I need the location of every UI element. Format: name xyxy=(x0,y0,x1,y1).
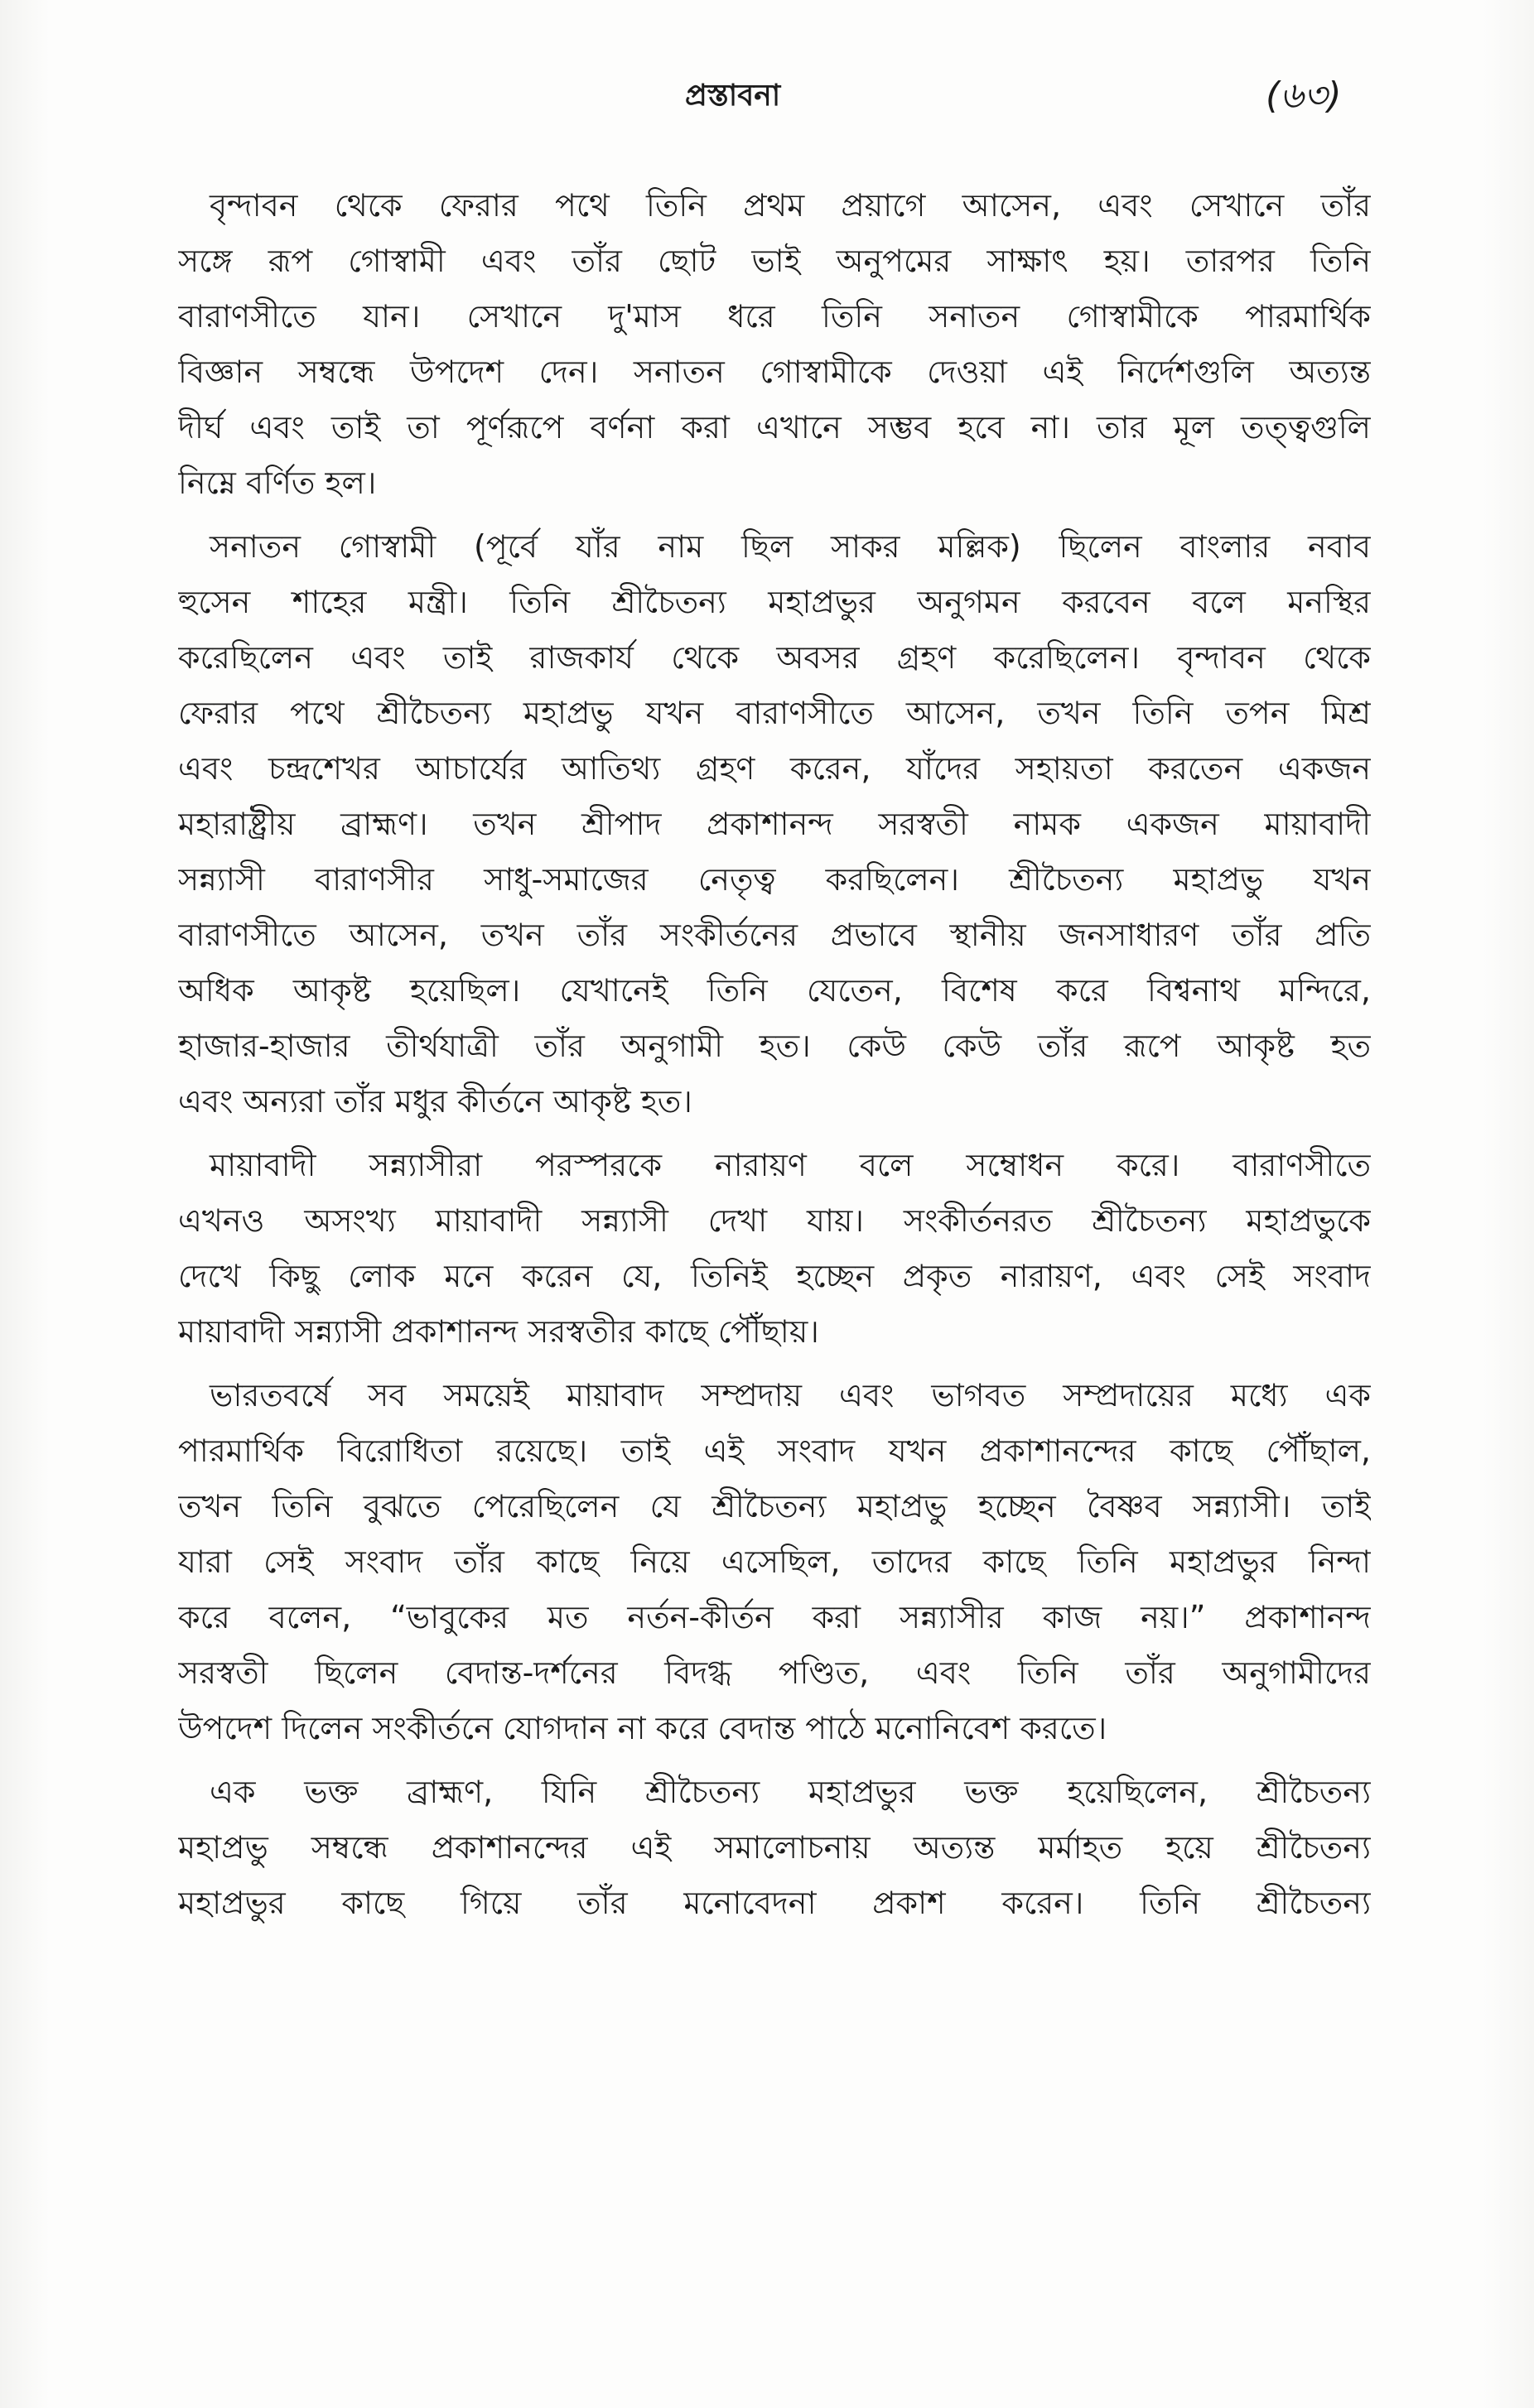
paragraph-4 xyxy=(178,1368,1371,1756)
text-line: বৃন্দাবন থেকে ফেরার পথে তিনি প্রথম প্রয়াগে আসেন, এবং সেখানে তাঁর xyxy=(210,187,1371,224)
text-line: অধিক আকৃষ্ট হয়েছিল। যেখানেই তিনি যেতেন, বিশেষ করে বিশ্বনাথ মন্দিরে, xyxy=(178,972,1371,1009)
text-line: সন্ন্যাসী বারাণসীর সাধু-সমাজের নেতৃত্ব করছিলেন। শ্রীচৈতন্য মহাপ্রভু যখন xyxy=(178,861,1371,898)
text-line: দীর্ঘ এবং তাই তা পূর্ণরূপে বর্ণনা করা এখানে সম্ভব হবে না। তার মূল তত্ত্বগুলি xyxy=(178,409,1371,445)
paragraph-1 xyxy=(178,178,1371,511)
text-line: সনাতন গোস্বামী (পূর্বে যাঁর নাম ছিল সাকর মল্লিক) ছিলেন বাংলার নবাব xyxy=(210,528,1371,565)
text-line: উপদেশ দিলেন সংকীর্তনে যোগদান না করে বেদান্ত পাঠে মনোনিবেশ করতে। xyxy=(178,1710,1107,1746)
text-line: যারা সেই সংবাদ তাঁর কাছে নিয়ে এসেছিল, তাদের কাছে তিনি মহাপ্রভুর নিন্দা xyxy=(178,1544,1371,1580)
text-line: এবং অন্যরা তাঁর মধুর কীর্তনে আকৃষ্ট হত। xyxy=(178,1083,692,1120)
text-line: মহারাষ্ট্রীয় ব্রাহ্মণ। তখন শ্রীপাদ প্রকাশানন্দ সরস্বতী নামক একজন মায়াবাদী xyxy=(178,806,1371,842)
text-line: এক ভক্ত ব্রাহ্মণ, যিনি শ্রীচৈতন্য মহাপ্রভুর ভক্ত হয়েছিলেন, শ্রীচৈতন্য xyxy=(210,1774,1371,1810)
paragraph-3 xyxy=(178,1138,1371,1360)
text-line: করেছিলেন এবং তাই রাজকার্য থেকে অবসর গ্রহণ করেছিলেন। বৃন্দাবন থেকে xyxy=(178,639,1371,676)
text-line: বিজ্ঞান সম্বন্ধে উপদেশ দেন। সনাতন গোস্বামীকে দেওয়া এই নির্দেশগুলি অত্যন্ত xyxy=(178,354,1371,390)
text-line: হুসেন শাহের মন্ত্রী। তিনি শ্রীচৈতন্য মহাপ্রভুর অনুগমন করবেন বলে মনস্থির xyxy=(178,584,1371,620)
text-line: মায়াবাদী সন্ন্যাসীরা পরস্পরকে নারায়ণ বলে সম্বোধন করে। বারাণসীতে xyxy=(210,1147,1371,1183)
text-line: দেখে কিছু লোক মনে করেন যে, তিনিই হচ্ছেন প্রকৃত নারায়ণ, এবং সেই সংবাদ xyxy=(178,1258,1371,1294)
body-text xyxy=(178,178,1371,1939)
text-line: ফেরার পথে শ্রীচৈতন্য মহাপ্রভু যখন বারাণসীতে আসেন, তখন তিনি তপন মিশ্র xyxy=(178,695,1371,731)
text-line: মহাপ্রভুর কাছে গিয়ে তাঁর মনোবেদনা প্রকাশ করেন। তিনি শ্রীচৈতন্য xyxy=(178,1885,1371,1921)
text-line: নিম্নে বর্ণিত হল। xyxy=(178,465,377,501)
text-line: সঙ্গে রূপ গোস্বামী এবং তাঁর ছোট ভাই অনুপমের সাক্ষাৎ হয়। তারপর তিনি xyxy=(178,243,1371,279)
text-line: করে বলেন, “ভাবুকের মত নর্তন-কীর্তন করা সন্ন্যাসীর কাজ নয়।” প্রকাশানন্দ xyxy=(178,1599,1371,1635)
page-number: (৬৩) xyxy=(1266,75,1342,117)
text-line: বারাণসীতে আসেন, তখন তাঁর সংকীর্তনের প্রভাবে স্থানীয় জনসাধারণ তাঁর প্রতি xyxy=(178,917,1371,953)
text-line: সরস্বতী ছিলেন বেদান্ত-দর্শনের বিদগ্ধ পণ্ডিত, এবং তিনি তাঁর অনুগামীদের xyxy=(178,1654,1371,1691)
text-line: হাজার-হাজার তীর্থযাত্রী তাঁর অনুগামী হত। কেউ কেউ তাঁর রূপে আকৃষ্ট হত xyxy=(178,1028,1371,1064)
text-line: এখনও অসংখ্য মায়াবাদী সন্ন্যাসী দেখা যায়। সংকীর্তনরত শ্রীচৈতন্য মহাপ্রভুকে xyxy=(178,1202,1371,1239)
paragraph-5 xyxy=(178,1765,1371,1931)
text-line: পারমার্থিক বিরোধিতা রয়েছে। তাই এই সংবাদ যখন প্রকাশানন্দের কাছে পৌঁছাল, xyxy=(178,1433,1371,1469)
text-line: মায়াবাদী সন্ন্যাসী প্রকাশানন্দ সরস্বতীর কাছে পৌঁছায়। xyxy=(178,1313,819,1350)
text-line: বারাণসীতে যান। সেখানে দু'মাস ধরে তিনি সনাতন গোস্বামীকে পারমার্থিক xyxy=(178,298,1371,335)
text-line: তখন তিনি বুঝতে পেরেছিলেন যে শ্রীচৈতন্য মহাপ্রভু হচ্ছেন বৈষ্ণব সন্ন্যাসী। তাই xyxy=(178,1488,1371,1524)
running-head-title: প্রস্তাবনা xyxy=(685,79,781,113)
text-line: ভারতবর্ষে সব সময়েই মায়াবাদ সম্প্রদায় এবং ভাগবত সম্প্রদায়ের মধ্যে এক xyxy=(210,1377,1371,1413)
paragraph-2 xyxy=(178,519,1371,1129)
text-line: এবং চন্দ্রশেখর আচার্যের আতিথ্য গ্রহণ করেন, যাঁদের সহায়তা করতেন একজন xyxy=(178,750,1371,787)
text-line: মহাপ্রভু সম্বন্ধে প্রকাশানন্দের এই সমালোচনায় অত্যন্ত মর্মাহত হয়ে শ্রীচৈতন্য xyxy=(178,1829,1371,1866)
